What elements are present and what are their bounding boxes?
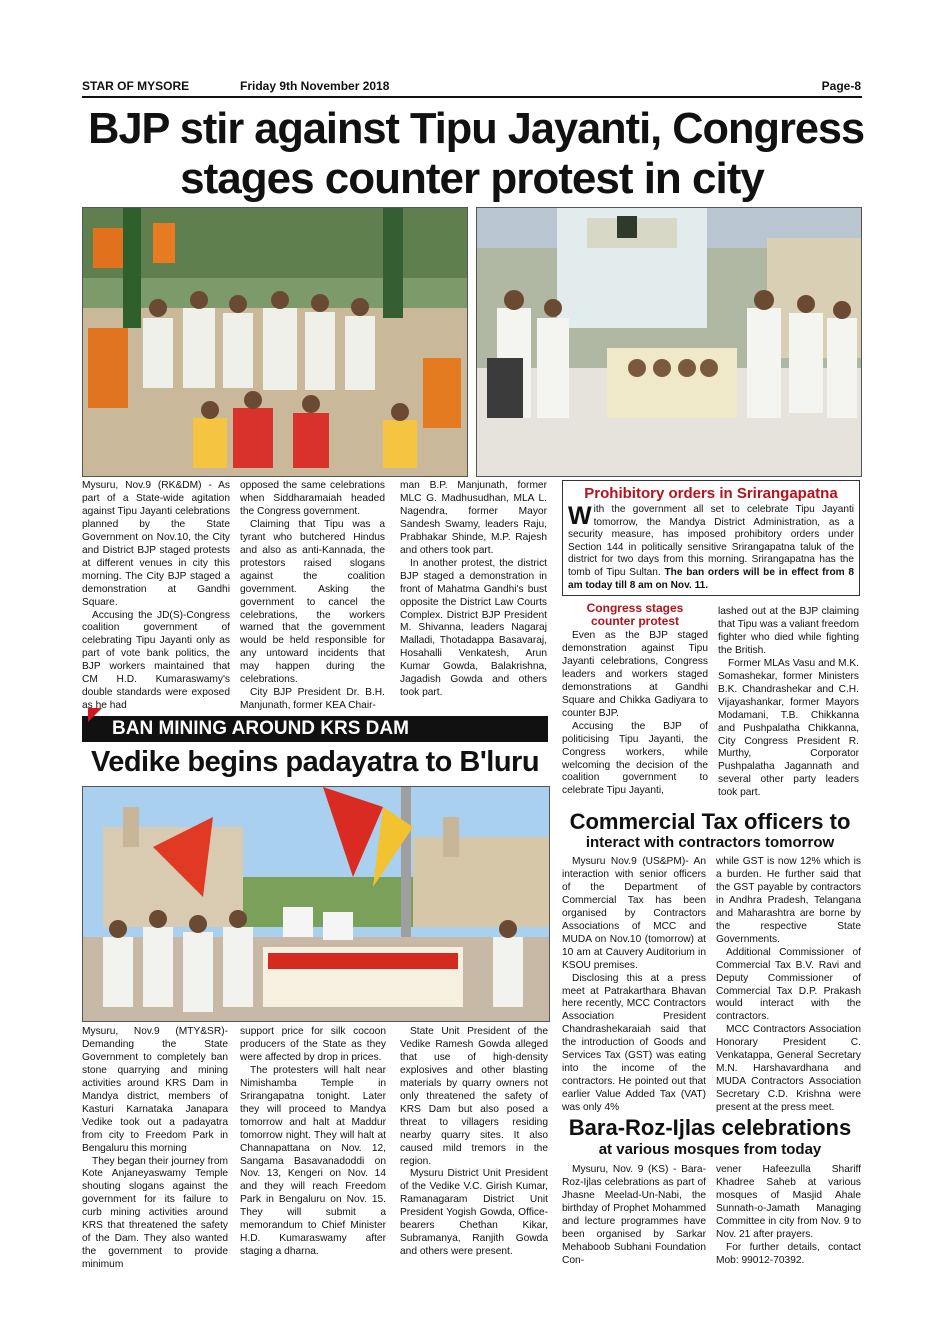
paragraph: In another protest, the district BJP staged a demonstration in front of Mahatma Gandhi's bust opposite the District Law Courts Complex. District BJP President M. Shivanna, leaders Nagaraj Malladi, Thotadappa Basavaraj, Hosahalli Venkatesh, Arun Kumar Gowda, Balakrishna, Jagadish Gowda and others took part.: [400, 557, 547, 699]
paragraph: support price for silk cocoon producers of the State as they were affected by drop in prices.: [240, 1026, 386, 1063]
paragraph: lashed out at the BJP claiming that Tipu was a valiant freedom fighter who died while fighting the British.: [718, 606, 860, 656]
tax-headline: Commercial Tax officers to: [569, 809, 851, 834]
prohibitory-bold: The ban orders will be in effect from 8 am today till 8 am on Nov. 11.: [568, 566, 854, 591]
paragraph: Mysuru District Unit President of the Vedike V.C. Girish Kumar, Ramanagaram District Unit President Yogish Gowda, Office-bearers Chethan Kikar, Subramanya, Ranjith Gowda and others were present.: [400, 1168, 548, 1258]
paragraph: Mysuru, Nov.9 (MTY&SR)- Demanding the State Government to completely ban stone quarrying and mining activities around KRS Dam in Mandya district, members of Kasturi Karnataka Janapara Vedike took out a padayatra from city to Freedom Park in Bengaluru this morning: [82, 1026, 228, 1154]
prohibitory-title: Prohibitory orders in Srirangapatna: [584, 485, 838, 502]
masthead-rule: [82, 96, 862, 98]
paragraph: The protesters will halt near Nimishamba Temple in Srirangapatna tonight. Later they will proceed to Mandya tomorrow and halt at Maddur tomorrow night. They will halt at Channapattana on Nov. 12, Sangama Basavanadoddi on Nov. 13, Kengeri on Nov. 14 and they will reach Freedom Park in Bengaluru on Nov. 15. They will submit a memorandum to Chief Minister H.D. Kumaraswamy after staging a dharna.: [240, 1064, 386, 1258]
paragraph: while GST is now 12% which is a burden. He further said that the GST payable by contractors in Andhra Pradesh, Telangana and Maharashtra are borne by the respective State Governments.: [716, 856, 861, 945]
paragraph: Accusing the BJP of politicising Tipu Jayanti, the Congress workers, while welcoming the decision of the coalition government to celebrate Tipu Jayanti,: [562, 720, 708, 797]
mining-headline: Vedike begins padayatra to B'luru: [90, 746, 540, 778]
paragraph: Claiming that Tipu was a tyrant who butchered Hindus and also as anti-Kannada, the protestors raised slogans against the coalition government. Asking the government to cancel the celebrations, the workers warned that the government would be held responsible for any untoward incidents that may happen during the celebrations.: [240, 518, 385, 686]
mining-banner-text: BAN MINING AROUND KRS DAM: [112, 718, 409, 739]
banner-accent-icon: [88, 708, 102, 722]
paragraph: For further details, contact Mob: 99012-70392.: [716, 1241, 861, 1266]
ijlas-story-column-2: [716, 1164, 861, 1268]
prohibitory-text: [563, 502, 859, 592]
tax-subhead: interact with contractors tomorrow: [585, 834, 835, 851]
ijlas-subhead: at various mosques from today: [598, 1141, 822, 1158]
paragraph: Mysuru Nov.9 (US&PM)- An interaction with senior officers of the Department of Commercial Tax has been organised by Contractors Associations of MCC and MUDA on Nov.10 (tomorrow) at 10 am at Cauvery Auditorium in KSOU premises.: [562, 856, 706, 971]
mining-banner: [82, 716, 548, 742]
paragraph: vener Hafeezulla Shariff Khadree Saheb at various mosques of Masjid Ahale Sunnath-o-Jamath Managing Committee in city from Nov. 9 to Nov. 21 after prayers.: [716, 1164, 861, 1240]
congress-protest-photo: [476, 207, 862, 477]
paragraph: Accusing the JD(S)-Congress coalition government of celebrating Tipu Jayanti only as part of vote bank politics, the BJP workers maintained that CM H.D. Kumaraswamy's double standards were exposed as he had: [82, 609, 230, 712]
paper-name: STAR OF MYSORE: [82, 79, 190, 93]
paragraph: Even as the BJP staged demonstration against Tipu Jayanti celebrations, Congress leaders and workers staged demonstrations at Gandhi Square and Chikka Gadiyara to counter BJP.: [562, 630, 708, 719]
page-number: Page-8: [821, 79, 861, 93]
congress-story-column-1: [562, 602, 708, 798]
tax-story-column-1: [562, 856, 706, 1115]
main-story-column-3: [400, 480, 547, 700]
congress-subhead-line2: counter protest: [590, 614, 679, 628]
mining-story-column-3: [400, 1026, 548, 1259]
paragraph: opposed the same celebrations when Siddharamaiah headed the Congress government.: [240, 480, 385, 517]
paragraph: City BJP President Dr. B.H. Manjunath, former KEA Chair-: [240, 687, 385, 712]
mining-story-column-1: [82, 1026, 228, 1272]
prohibitory-box: [562, 480, 860, 596]
ijlas-story-column-1: [562, 1164, 706, 1268]
padayatra-photo: [82, 786, 550, 1022]
issue-date: Friday 9th November 2018: [240, 79, 390, 93]
paragraph: Mysuru, Nov. 9 (KS) - Bara-Roz-Ijlas celebrations as part of Jhasne Meelad-Un-Nabi, the birthday of Prophet Mohammed and lecture programmes have been organised by Sarkar Mehaboob Subhani Foundation Con-: [562, 1164, 706, 1266]
prohibitory-body: ith the government all set to celebrate Tipu Jayanti tomorrow, the Mandya District Administration, as a security measure, has imposed prohibitory orders under Section 144 in politically sensitive Srirangapatna taluk of the district for two days from this morning. Srirangapatna has the tomb of Tipu Sultan.: [568, 504, 854, 578]
main-headline-line2: stages counter protest in city: [180, 154, 764, 203]
main-story-column-1: [82, 480, 230, 713]
bjp-protest-photo: [82, 207, 468, 477]
paragraph: Mysuru, Nov.9 (RK&DM) - As part of a State-wide agitation against Tipu Jayanti celebrations planned by the State Government on Nov.10, the City and District BJP staged protests at different venues in city this morning. The City BJP staged a demonstration at Gandhi Square.: [82, 480, 230, 608]
main-story-column-2: [240, 480, 385, 713]
paragraph: Additional Commissioner of Commercial Tax B.V. Ravi and Deputy Commissioner of Commercial Tax D.P. Prakash would interact with the contractors.: [716, 946, 861, 1023]
congress-story-column-2: [718, 606, 859, 800]
paragraph: Former MLAs Vasu and M.K. Somashekar, former Ministers B.K. Chandrashekar and C.H. Vijayashankar, former Mayors Modamani, T.B. Chikkanna and Pushpalatha Chikkanna, City Congress President R. Murthy, Corporator Pushpalatha Jagannath and several other party leaders took part.: [718, 657, 859, 799]
congress-subhead-line1: Congress stages: [586, 601, 684, 615]
ijlas-headline: Bara-Roz-Ijlas celebrations: [568, 1115, 852, 1140]
paragraph: Disclosing this at a press meet at Patrakarthara Bhavan here recently, MCC Contractors Association President Chandrashekaraiah said that the introduction of Goods and Services Tax (GST) was eating into the income of the contractors. He pointed out that earlier Value Added Tax (VAT) was only 4%: [562, 972, 706, 1114]
tax-story-column-2: [716, 856, 861, 1115]
paragraph: State Unit President of the Vedike Ramesh Gowda alleged that use of high-density explosives and other blasting materials by quarry owners not only threatened the safety of KRS Dam but also posed a threat to villagers residing nearby quarry sites. It also caused mild tremors in the region.: [400, 1026, 548, 1167]
mining-story-column-2: [240, 1026, 386, 1259]
paragraph: They began their journey from Kote Anjaneyaswamy Temple shouting slogans against the government for its failure to curb mining activities around KRS that threatened the safety of the Dam. They also wanted the government to provide minimum: [82, 1155, 228, 1271]
paragraph: MCC Contractors Association Honorary President C. Venkatappa, General Secretary M.N. Harshavardhana and MUDA Contractors Association Secretary C.D. Krishna were present at the press meet.: [716, 1024, 861, 1114]
dropcap: W: [568, 502, 592, 530]
paragraph: man B.P. Manjunath, former MLC G. Madhusudhan, MLA L. Nagendra, former Mayor Sandesh Swamy, leaders Raju, Prabhakar Shinde, M.P. Rajesh and others took part.: [400, 480, 547, 556]
main-headline-line1: BJP stir against Tipu Jayanti, Congress: [88, 104, 865, 153]
